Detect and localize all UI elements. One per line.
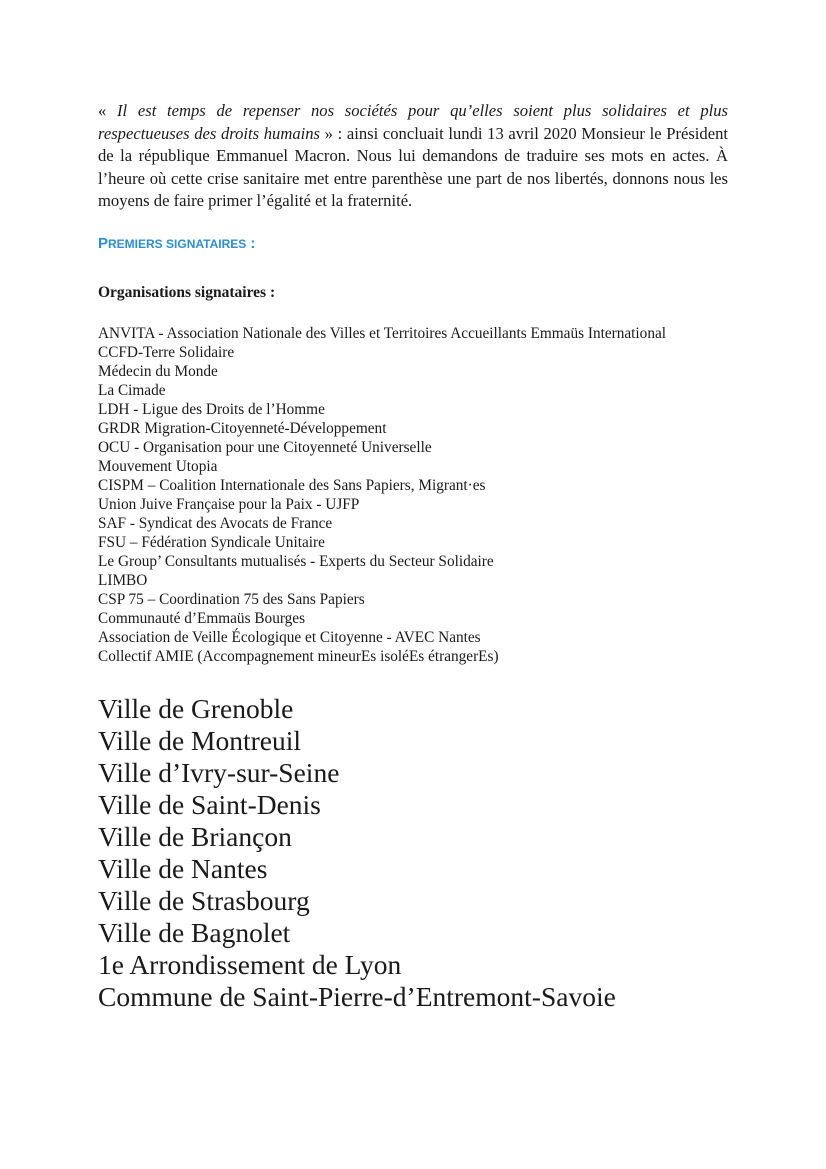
organisation-item: CSP 75 – Coordination 75 des Sans Papiers bbox=[98, 590, 365, 608]
city-item: Ville de Bagnolet bbox=[98, 916, 291, 948]
city-item: Ville de Saint-Denis bbox=[98, 788, 321, 820]
organisation-item: Communauté d’Emmaüs Bourges bbox=[98, 609, 306, 627]
intro-open-quote: « bbox=[98, 101, 118, 120]
city-item: Ville d’Ivry-sur-Seine bbox=[98, 756, 340, 788]
premiers-first-letter: P bbox=[98, 234, 109, 252]
organisation-item: LIMBO bbox=[98, 571, 148, 589]
organisation-item: Mouvement Utopia bbox=[98, 457, 218, 475]
organisation-item: Médecin du Monde bbox=[98, 362, 218, 380]
organisation-item: CISPM – Coalition Internationale des Sans Papiers, Migrant·es bbox=[98, 476, 486, 494]
organisation-item: Association de Veille Écologique et Citoyenne - AVEC Nantes bbox=[98, 628, 481, 646]
city-item: 1e Arrondissement de Lyon bbox=[98, 948, 402, 980]
organisation-item: LDH - Ligue des Droits de l’Homme bbox=[98, 400, 325, 418]
document-page bbox=[98, 100, 728, 1040]
organisation-item: CCFD-Terre Solidaire bbox=[98, 343, 235, 361]
organisation-item: Collectif AMIE (Accompagnement mineurEs isoléEs étrangerEs) bbox=[98, 647, 499, 665]
cities-list bbox=[98, 693, 728, 1013]
organisation-item: FSU – Fédération Syndicale Unitaire bbox=[98, 533, 325, 551]
premiers-rest: REMIERS SIGNATAIRES bbox=[108, 236, 247, 251]
city-item: Ville de Briançon bbox=[98, 820, 292, 852]
organisations-list bbox=[98, 324, 728, 666]
city-item: Ville de Montreuil bbox=[98, 724, 302, 756]
premiers-signataires-heading bbox=[98, 235, 728, 252]
organisation-item: GRDR Migration-Citoyenneté-Développement bbox=[98, 419, 387, 437]
intro-paragraph bbox=[98, 100, 728, 213]
organisation-item: Union Juive Française pour la Paix - UJFP bbox=[98, 495, 360, 513]
organisation-item: La Cimade bbox=[98, 381, 166, 399]
city-item: Ville de Grenoble bbox=[98, 692, 294, 724]
city-item: Ville de Nantes bbox=[98, 852, 268, 884]
premiers-colon: : bbox=[246, 234, 256, 252]
city-item: Ville de Strasbourg bbox=[98, 884, 310, 916]
organisations-heading: Organisations signataires : bbox=[98, 283, 276, 301]
organisation-item: ANVITA - Association Nationale des Villes et Territoires Accueillants Emmaüs International bbox=[98, 324, 667, 342]
intro-quote: Il est temps de repenser nos sociétés pour qu’elles soient plus solidaires et plus respectueuses des droits humains bbox=[98, 101, 728, 143]
organisation-item: SAF - Syndicat des Avocats de France bbox=[98, 514, 333, 532]
organisation-item: OCU - Organisation pour une Citoyenneté Universelle bbox=[98, 438, 432, 456]
organisation-item: Le Group’ Consultants mutualisés - Experts du Secteur Solidaire bbox=[98, 552, 494, 570]
city-item: Commune de Saint-Pierre-d’Entremont-Savoie bbox=[98, 980, 616, 1012]
intro-rest: » : ainsi concluait lundi 13 avril 2020 Monsieur le Président de la république Emmanuel Macron. Nous lui demandons de traduire ses mots en actes. À l’heure où cette crise sanitaire met entre parenthèse une part de nos libertés, donnons nous les moyens de faire primer l’égalité et la fraternité. bbox=[98, 123, 728, 211]
